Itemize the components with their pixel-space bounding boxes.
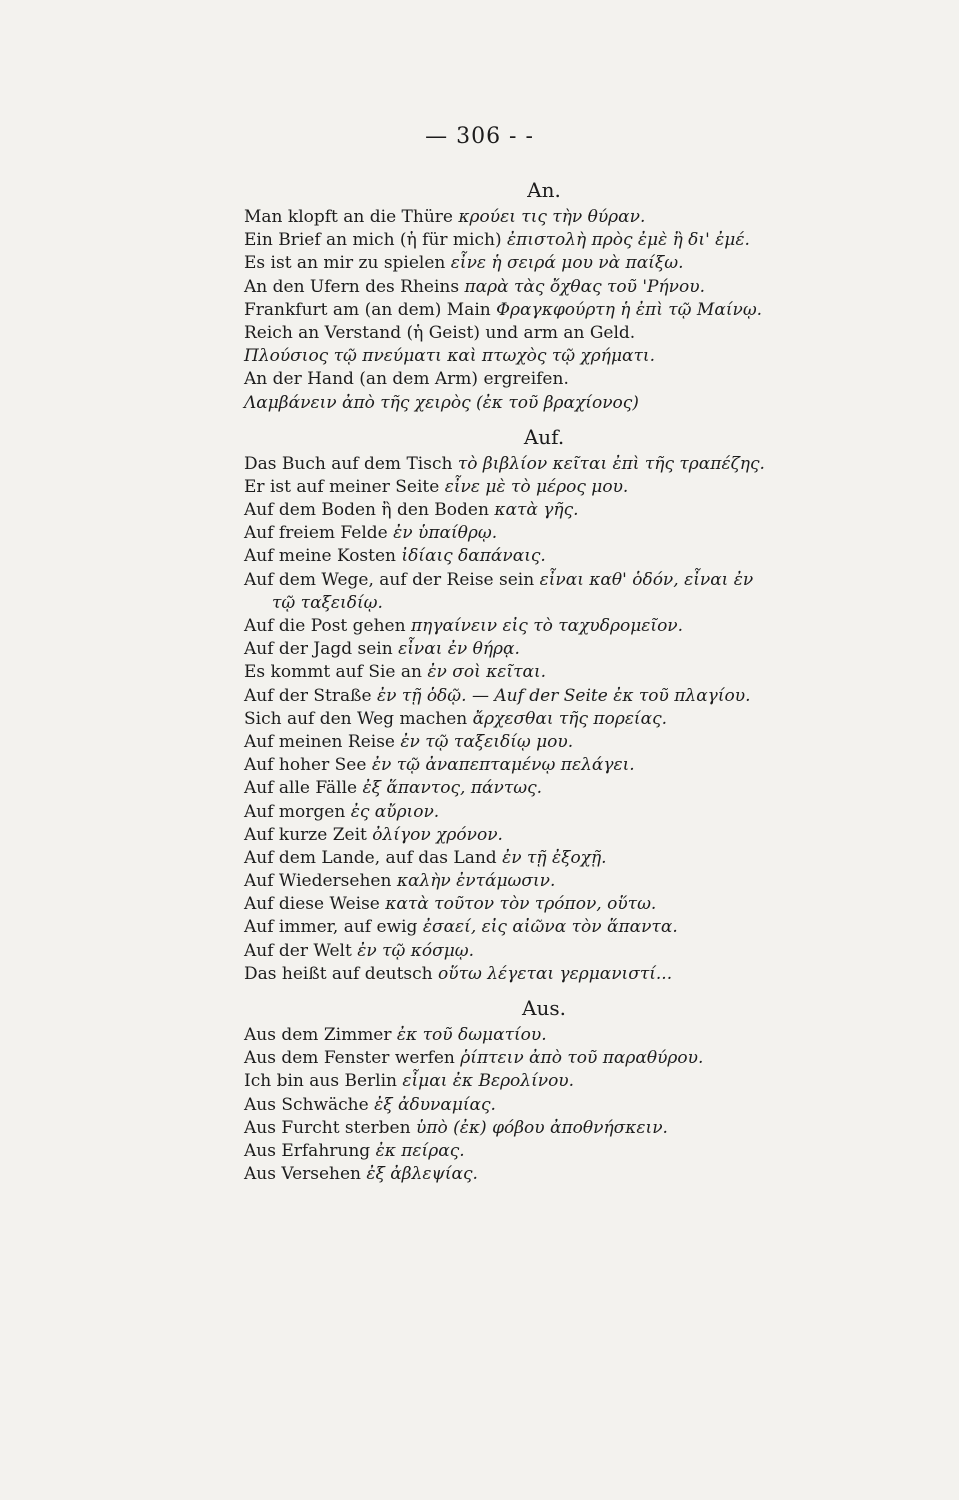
german-phrase: Auf der Welt <box>244 940 352 961</box>
german-phrase: Es kommt auf Sie an <box>244 662 422 683</box>
entry-line <box>244 453 884 476</box>
entry-line <box>244 569 884 592</box>
entry-line <box>244 252 884 275</box>
entry-line <box>244 206 884 229</box>
german-phrase: Auf meinen Reise <box>244 731 395 752</box>
german-phrase: Er ist auf meiner Seite <box>244 476 440 497</box>
entry-line <box>244 847 884 870</box>
dictionary-content <box>244 168 884 1186</box>
greek-translation: ἐν σοὶ κεῖται. <box>427 662 547 683</box>
entry-line <box>244 476 884 499</box>
german-phrase: Auf immer, auf ewig <box>244 917 418 938</box>
german-phrase: Das heißt auf deutsch <box>244 963 433 984</box>
german-phrase: Frankfurt am (an dem) Main <box>244 299 491 320</box>
german-phrase: Aus dem Zimmer <box>244 1025 392 1045</box>
entry-line <box>244 708 884 731</box>
entry-line <box>244 1047 884 1070</box>
entry-line <box>244 731 884 754</box>
greek-translation: τῷ ταξειδίῳ. <box>272 592 383 613</box>
german-phrase: Auf freiem Felde <box>244 523 388 544</box>
german-phrase: Reich an Verstand (ἡ Geist) und arm an Geld. <box>244 322 636 343</box>
greek-translation: ὀλίγον χρόνον. <box>372 824 503 845</box>
entry-line <box>244 685 884 708</box>
german-phrase: Aus Versehen <box>244 1164 361 1185</box>
greek-translation: ἐξ ἀδυναμίας. <box>374 1094 496 1115</box>
greek-translation: καλὴν ἐντάμωσιν. <box>396 871 556 892</box>
entry-line <box>244 322 884 345</box>
entry-line <box>244 368 884 391</box>
entry-line <box>244 801 884 824</box>
section-heading: Auf. <box>523 424 565 449</box>
greek-translation: Πλούσιος τῷ πνεύματι καὶ πτωχὸς τῷ χρήματι. <box>244 346 655 367</box>
german-phrase: Auf Wiedersehen <box>244 871 392 892</box>
greek-translation: ῥίπτειν ἀπὸ τοῦ παραθύρου. <box>460 1048 704 1069</box>
german-phrase: Auf die Post gehen <box>244 616 406 636</box>
german-phrase: Man klopft an die Thüre <box>244 207 453 227</box>
german-phrase: Ein Brief an mich (ἡ für mich) <box>244 230 502 251</box>
entry-line <box>244 893 884 916</box>
greek-translation: παρὰ τὰς ὄχθας τοῦ 'Ρήνου. <box>464 276 705 297</box>
greek-translation: ὑπὸ (ἐκ) φόβου ἀποθνήσκειν. <box>415 1117 668 1138</box>
entry-line <box>244 345 884 368</box>
german-phrase: An den Ufern des Rheins <box>244 276 460 297</box>
greek-translation: πηγαίνειν εἰς τὸ ταχυδρομεῖον. <box>410 616 684 636</box>
section <box>244 174 884 415</box>
greek-translation: εἶναι ἐν θήρᾳ. <box>398 639 520 660</box>
greek-translation: ἐν τῷ ταξειδίῳ μου. <box>400 731 574 752</box>
entry-line <box>244 661 884 684</box>
greek-translation: ἐκ πείρας. <box>375 1140 465 1161</box>
entry-line <box>244 1094 884 1117</box>
greek-translation: Φραγκφούρτη ἡ ἐπὶ τῷ Μαίνῳ. <box>496 299 763 320</box>
greek-translation: ἐν τῇ ἐξοχῇ. <box>502 847 607 868</box>
german-phrase: Auf der Jagd sein <box>244 639 393 660</box>
greek-translation: ἐν ὑπαίθρῳ. <box>393 523 498 544</box>
german-phrase: Aus dem Fenster werfen <box>244 1048 455 1069</box>
german-phrase: Das Buch auf dem Tisch <box>244 453 453 474</box>
german-phrase: Ich bin aus Berlin <box>244 1071 397 1092</box>
entry-line <box>244 1024 884 1047</box>
entry-line <box>244 940 884 963</box>
entry-line <box>244 276 884 299</box>
greek-translation: εἶμαι ἐκ Βερολίνου. <box>402 1071 575 1092</box>
german-phrase: Sich auf den Weg machen <box>244 708 468 729</box>
greek-translation: τὸ βιβλίον κεῖται ἐπὶ τῆς τραπέζης. <box>457 453 765 474</box>
entry-line <box>244 499 884 522</box>
entry-line <box>244 754 884 777</box>
greek-translation: οὕτω λέγεται γερμανιστί... <box>438 963 673 984</box>
section <box>244 421 884 986</box>
german-phrase: Aus Furcht sterben <box>244 1117 411 1138</box>
german-phrase: Auf hoher See <box>244 755 367 776</box>
page-number: — 306 - - <box>425 124 534 149</box>
greek-translation: εἶνε ἡ σειρά μου νὰ παίξω. <box>450 253 684 274</box>
german-phrase: Auf dem Lande, auf das Land <box>244 847 497 868</box>
entry-line <box>244 1163 884 1186</box>
greek-translation: κατὰ τοῦτον τὸν τρόπον, οὕτω. <box>385 894 657 915</box>
german-phrase: Auf morgen <box>244 801 346 822</box>
greek-translation: ἐς αὔριον. <box>350 801 440 822</box>
german-phrase: An der Hand (an dem Arm) ergreifen. <box>244 369 569 390</box>
entry-line <box>244 392 884 415</box>
entry-line <box>244 1070 884 1093</box>
greek-translation: ἐσαεί, εἰς αἰῶνα τὸν ἅπαντα. <box>422 917 678 938</box>
greek-translation: κρούει τις τὴν θύραν. <box>458 207 646 227</box>
greek-translation: εἶναι καθ' ὁδόν, εἶναι ἐν <box>539 569 754 590</box>
entry-line <box>244 916 884 939</box>
entry-line <box>244 299 884 322</box>
entry-line <box>244 777 884 800</box>
entry-line <box>244 1117 884 1140</box>
greek-translation: ἰδίαις δαπάναις. <box>401 546 546 567</box>
entry-line <box>244 229 884 252</box>
entry-line <box>244 1140 884 1163</box>
greek-translation: ἄρχεσθαι τῆς πορείας. <box>472 708 668 729</box>
entry-line <box>244 824 884 847</box>
section-heading: Aus. <box>522 996 566 1020</box>
german-phrase: Aus Schwäche <box>244 1094 369 1115</box>
greek-translation: εἶνε μὲ τὸ μέρος μου. <box>444 476 629 497</box>
greek-translation: ἐν τῷ ἀναπεπταμένῳ πελάγει. <box>371 755 635 776</box>
section <box>244 992 884 1186</box>
german-phrase: Auf der Straße <box>244 685 372 706</box>
greek-translation: ἐξ ἀβλεψίας. <box>366 1164 478 1185</box>
entry-line <box>244 615 884 638</box>
entry-line <box>244 592 884 615</box>
entry-line <box>244 963 884 986</box>
greek-translation: ἐκ τοῦ δωματίου. <box>396 1025 547 1045</box>
greek-translation: ἐν τῇ ὁδῷ. — Auf der Seite ἐκ τοῦ πλαγίου. <box>376 685 751 706</box>
entry-line <box>244 870 884 893</box>
section-heading: An. <box>527 178 561 202</box>
german-phrase: Auf diese Weise <box>244 894 380 915</box>
greek-translation: Λαμβάνειν ἀπὸ τῆς χειρὸς (ἐκ τοῦ βραχίονος) <box>244 392 639 413</box>
german-phrase: Auf dem Boden ἢ den Boden <box>244 500 489 521</box>
greek-translation: ἐξ ἅπαντος, πάντως. <box>362 778 543 799</box>
german-phrase: Auf kurze Zeit <box>244 824 367 845</box>
german-phrase: Auf dem Wege, auf der Reise sein <box>244 569 535 590</box>
greek-translation: ἐπιστολὴ πρὸς ἐμὲ ἢ δι' ἐμέ. <box>507 230 750 251</box>
german-phrase: Aus Erfahrung <box>244 1140 371 1161</box>
german-phrase: Auf meine Kosten <box>244 546 396 567</box>
german-phrase: Auf alle Fälle <box>244 778 358 799</box>
entry-line <box>244 638 884 661</box>
german-phrase: Es ist an mir zu spielen <box>244 253 446 274</box>
greek-translation: κατὰ γῆς. <box>494 500 579 521</box>
entry-line <box>244 522 884 545</box>
greek-translation: ἐν τῷ κόσμῳ. <box>357 940 475 961</box>
entry-line <box>244 545 884 568</box>
